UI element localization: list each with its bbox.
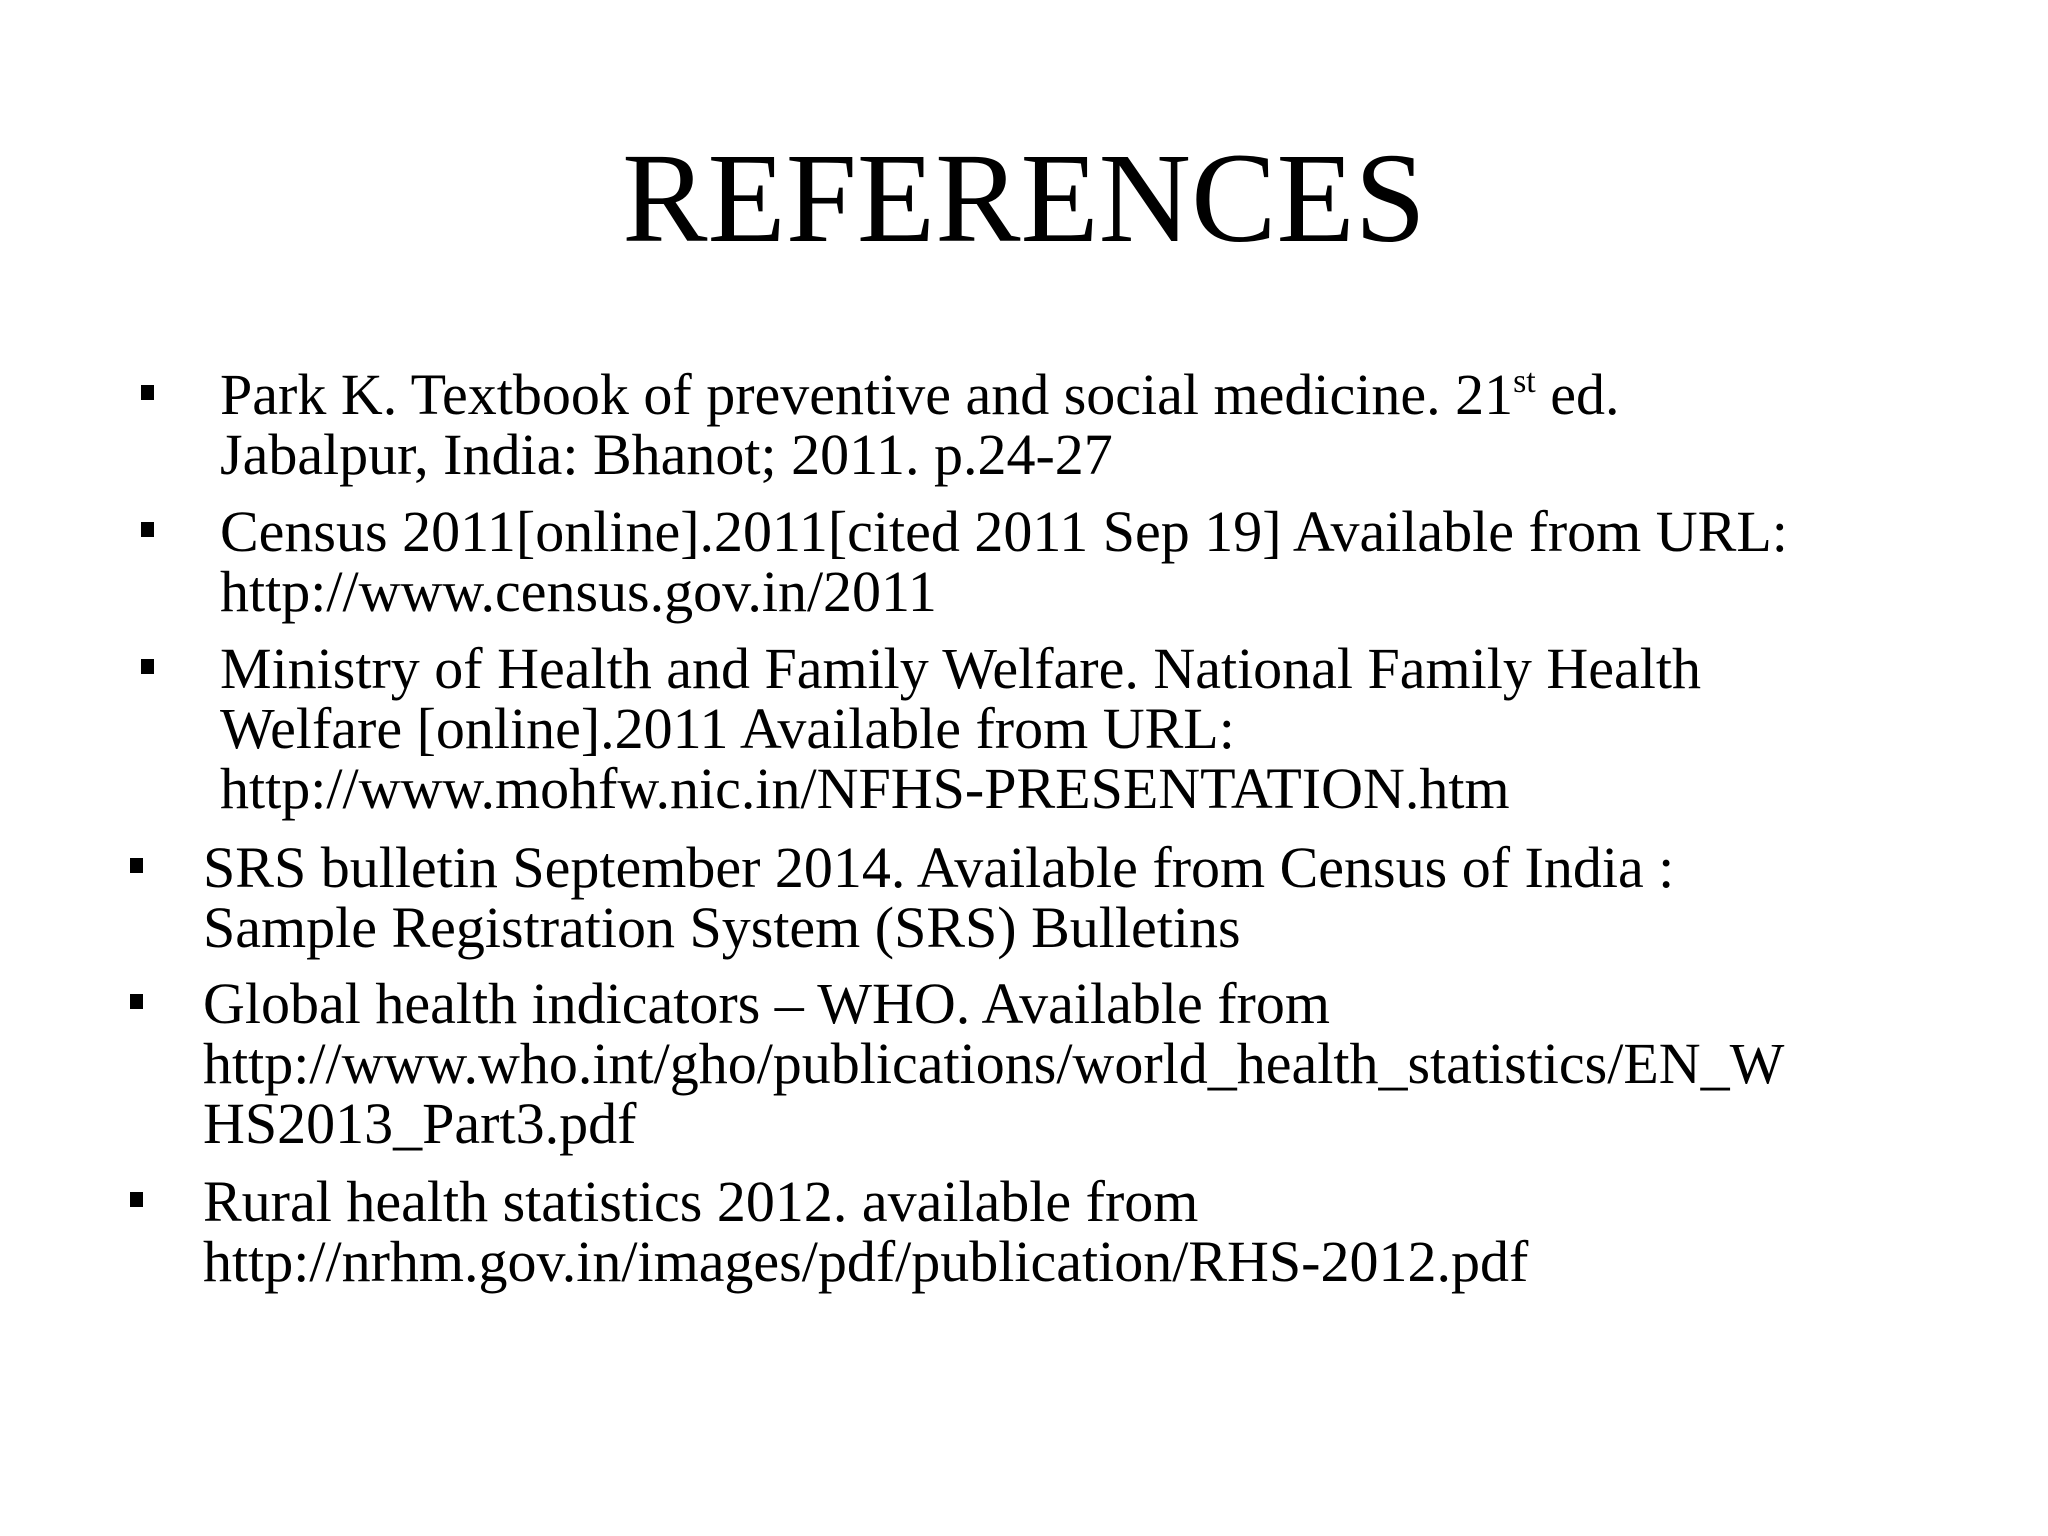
reference-1-line-2: Jabalpur, India: Bhanot; 2011. p.24-27 <box>220 422 1113 487</box>
reference-6-line-1: Rural health statistics 2012. available from <box>203 1169 1199 1234</box>
reference-5-line-1: Global health indicators – WHO. Available from <box>203 971 1330 1036</box>
reference-6-line-2: http://nrhm.gov.in/images/pdf/publication/RHS-2012.pdf <box>203 1229 1529 1294</box>
reference-4-line-2: Sample Registration System (SRS) Bulletins <box>203 895 1241 960</box>
square-bullet-icon <box>141 522 154 537</box>
reference-1-superscript: st <box>1513 363 1536 400</box>
square-bullet-icon <box>130 858 143 873</box>
reference-2-line-2: http://www.census.gov.in/2011 <box>220 559 937 624</box>
reference-text-3 <box>220 636 1701 821</box>
reference-2-line-1: Census 2011[online].2011[cited 2011 Sep 19] Available from URL: <box>220 499 1788 564</box>
reference-text-2 <box>220 499 1788 624</box>
reference-3-line-1: Ministry of Health and Family Welfare. National Family Health <box>220 636 1701 701</box>
reference-text-5 <box>203 971 1785 1156</box>
square-bullet-icon <box>141 659 154 674</box>
reference-text-6 <box>203 1169 1529 1294</box>
reference-1-line-1: Park K. Textbook of preventive and social medicine. 21st ed. <box>220 362 1620 427</box>
reference-3-line-3: http://www.mohfw.nic.in/NFHS-PRESENTATION.htm <box>220 756 1510 821</box>
reference-text-1 <box>220 362 1620 487</box>
reference-text-4 <box>203 835 1675 960</box>
reference-3-line-2: Welfare [online].2011 Available from URL: <box>220 696 1235 761</box>
reference-4-line-1: SRS bulletin September 2014. Available from Census of India : <box>203 835 1675 900</box>
slide-title: REFERENCES <box>622 127 1426 269</box>
reference-5-line-2: http://www.who.int/gho/publications/world_health_statistics/EN_W <box>203 1031 1785 1096</box>
square-bullet-icon <box>141 385 154 400</box>
reference-5-line-3: HS2013_Part3.pdf <box>203 1091 637 1156</box>
square-bullet-icon <box>130 994 143 1009</box>
square-bullet-icon <box>130 1192 143 1207</box>
